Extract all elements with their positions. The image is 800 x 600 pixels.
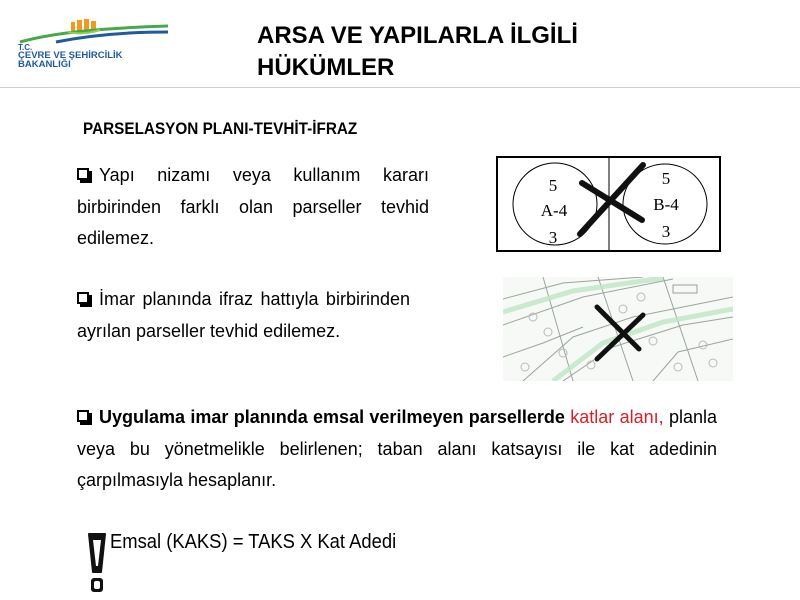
section-heading: PARSELASYON PLANI-TEVHİT-İFRAZ [83,119,358,138]
zone-left-height: 3 [548,228,558,247]
zone-left-code: A-4 [540,201,568,220]
ministry-logo [16,16,176,76]
tevhid-parcels-figure [496,156,724,254]
emsal-highlight-text: katlar alanı, [570,407,664,427]
bullet-item-emsal [77,402,717,497]
page-title: ARSA VE YAPILARLA İLGİLİ HÜKÜMLER [257,22,578,81]
logo-text-bakanlik: BAKANLIĞI [18,59,71,70]
bullet-item-tevhid-ifraz [77,284,410,347]
logo-mark-icon [16,16,176,46]
exclamation-icon [86,530,108,596]
bullet-item-tevhid-nizam [77,160,429,255]
zone-left-floor: 5 [548,176,558,195]
logo-text-tc: T.C. [18,43,33,52]
title-divider [0,87,800,88]
checkbox-bullet-icon [77,292,89,304]
zoning-map-figure [503,277,733,381]
checkbox-bullet-icon [77,410,89,422]
bullet-text: İmar planında ifraz hattıyla birbirinden ayrılan parseller tevhid edilemez. [77,289,410,341]
zone-right-height: 3 [661,222,671,241]
zone-right-code: B-4 [653,195,679,214]
checkbox-bullet-icon [77,168,89,180]
emsal-bold-text: Uygulama imar planında emsal verilmeyen parsellerde [99,407,565,427]
zone-right-floor: 5 [661,169,671,188]
emsal-rest-text: planla veya bu yönetmelikle belirlenen; taban alanı katsayısı ile kat adedinin çarpılmasıyla hesaplanır. [77,407,717,490]
emsal-formula: Emsal (KAKS) = TAKS X Kat Adedi [110,531,397,553]
bullet-text: Yapı nizamı veya kullanım kararı birbirinden farklı olan parseller tevhid edilemez. [77,165,429,248]
logo-text-ministry: ÇEVRE VE ŞEHİRCİLİK [18,50,123,61]
